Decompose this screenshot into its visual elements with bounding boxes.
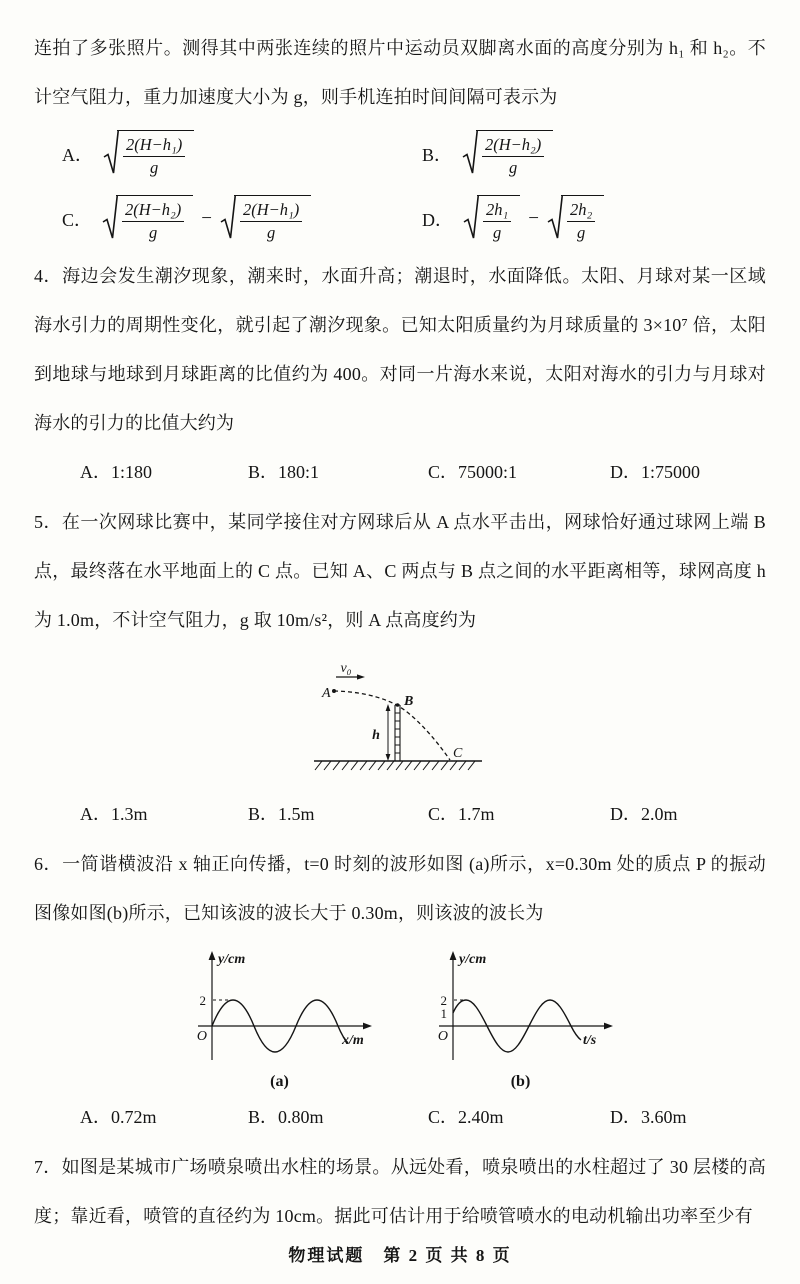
vibration-graph-b (423, 948, 618, 1066)
q4-text: 4．海边会发生潮汐现象，潮来时，水面升高；潮退时，水面降低。太阳、月球对某一区域海水引力的周期性变化，就引起了潮汐现象。已知太阳质量约为月球质量的 3×10⁷ 倍，太阳到地球与地球到月球距离的比值约为 400。对同一片海水来说，太阳对海水的引力与月球对海水的引力的比值大约为 (34, 266, 766, 433)
q3-option-d (422, 195, 766, 242)
q4-option-c: C．75000:1 (428, 462, 518, 482)
q6-figure-a (182, 948, 377, 1091)
x-axis-label: x/m (342, 1033, 364, 1048)
option-label: D． (422, 209, 453, 230)
q3-options-row-2 (34, 195, 766, 242)
q5-figure (34, 659, 766, 786)
label-b: B (404, 694, 414, 709)
figure-a-caption: (a) (270, 1073, 289, 1090)
q6-option-d: D．3.60m (610, 1107, 687, 1127)
fraction-numerator: 2h₂ (567, 201, 595, 222)
sqrt-expression (103, 130, 194, 177)
q5-option-d: D．2.0m (610, 804, 678, 824)
q4-options-row (34, 458, 766, 484)
q4-option-d: D．1:75000 (610, 462, 700, 482)
fraction (122, 201, 184, 242)
q6-option-b: B．0.80m (248, 1107, 324, 1127)
origin-label: O (437, 1029, 448, 1044)
sqrt-expression (220, 195, 311, 242)
option-label: C． (62, 209, 93, 230)
fraction-denominator: g (493, 223, 502, 242)
q3-option-c (62, 195, 422, 242)
figure-b-caption: (b) (510, 1073, 531, 1090)
page-footer: 物理试题 第 2 页 共 8 页 (288, 1246, 512, 1265)
q5-text: 5．在一次网球比赛中，某同学接住对方网球后从 A 点水平击出，网球恰好通过球网上端 B 点，最终落在水平地面上的 C 点。已知 A、C 两点与 B 点之间的水平距离相等，球网高度 h 为 1.0m，不计空气阻力，g 取 10m/s²，则 A 点高度约为 (34, 512, 766, 630)
q6-figure-b (423, 948, 618, 1091)
fraction-numerator: 2(H−h₂) (482, 136, 544, 157)
tick-2: 2 (440, 993, 447, 1008)
q7-text: 7．如图是某城市广场喷泉喷出水柱的场景。从远处看，喷泉喷出的水柱超过了 30 层楼的高度；靠近看，喷管的直径约为 10cm。据此可估计用于给喷管喷水的电动机输出功率至少有 (34, 1157, 766, 1226)
q6-options-row (34, 1103, 766, 1129)
label-h: h (372, 728, 380, 743)
fraction-denominator: g (576, 223, 586, 242)
fraction-numerator: 2(H−h₂) (122, 201, 184, 222)
tick-1: 1 (440, 1006, 447, 1021)
q5-option-c: C．1.7m (428, 804, 495, 824)
sqrt-expression (462, 130, 553, 177)
label-c: C (453, 746, 463, 761)
q5-option-b: B．1.5m (248, 804, 315, 824)
radicand (117, 130, 194, 177)
label-a: A (322, 686, 331, 701)
minus-operator: − (201, 207, 213, 229)
radicand (234, 195, 311, 242)
q3-options-row-1 (34, 130, 766, 177)
label-v0: v₀ (340, 661, 352, 676)
fraction-numerator: 2(H−h₁) (123, 136, 185, 157)
fraction-numerator: 2(H−h₁) (240, 201, 302, 222)
minus-operator: − (528, 207, 539, 229)
q6-option-c: C．2.40m (428, 1107, 504, 1127)
q5-options-row (34, 800, 766, 826)
q6-option-a: A．0.72m (80, 1107, 157, 1127)
q6-figures (34, 948, 766, 1091)
point-b-dot (396, 703, 400, 707)
tennis-trajectory-figure (300, 659, 500, 781)
option-label: A． (62, 144, 93, 165)
y-axis-label: y/cm (459, 952, 487, 967)
fraction-numerator: 2h₁ (483, 201, 511, 222)
sqrt-expression (102, 195, 193, 242)
radicand (561, 195, 604, 242)
height-arrow (386, 704, 391, 761)
trajectory-path (334, 691, 450, 760)
fraction (123, 136, 185, 177)
x-axis-label: t/s (583, 1033, 597, 1048)
q6-text: 6．一简谐横波沿 x 轴正向传播，t=0 时刻的波形如图 (a)所示，x=0.30m 处的质点 P 的振动图像如图(b)所示，已知该波的波长大于 0.30m，则该波的波长为 (34, 854, 766, 923)
y-axis-label: y/cm (218, 952, 246, 967)
q4-option-b: B．180:1 (248, 462, 320, 482)
origin-label: O (196, 1029, 207, 1044)
fraction (567, 201, 595, 242)
option-label: B． (422, 144, 453, 165)
q5-option-a: A．1.3m (80, 804, 148, 824)
sqrt-expression (463, 195, 520, 242)
fraction (240, 201, 302, 242)
net-post (395, 705, 400, 761)
fraction-denominator: g (150, 158, 159, 177)
radicand (116, 195, 193, 242)
fraction (483, 201, 511, 242)
q3-continuation-text: 连拍了多张照片。测得其中两张连续的照片中运动员双脚离水面的高度分别为 h₁ 和 h₂。不计空气阻力，重力加速度大小为 g，则手机连拍时间间隔可表示为 (34, 38, 766, 107)
sqrt-expression (547, 195, 604, 242)
waveform-graph-a (182, 948, 377, 1066)
fraction (482, 136, 544, 177)
fraction-denominator: g (267, 223, 276, 242)
q4-option-a: A．1:180 (80, 462, 152, 482)
fraction-denominator: g (149, 223, 158, 242)
tick-2: 2 (199, 993, 206, 1008)
fraction-denominator: g (509, 158, 518, 177)
ground (314, 761, 482, 770)
q3-option-a (62, 130, 422, 177)
radicand (476, 130, 553, 177)
q3-option-b (422, 130, 766, 177)
radicand (477, 195, 520, 242)
